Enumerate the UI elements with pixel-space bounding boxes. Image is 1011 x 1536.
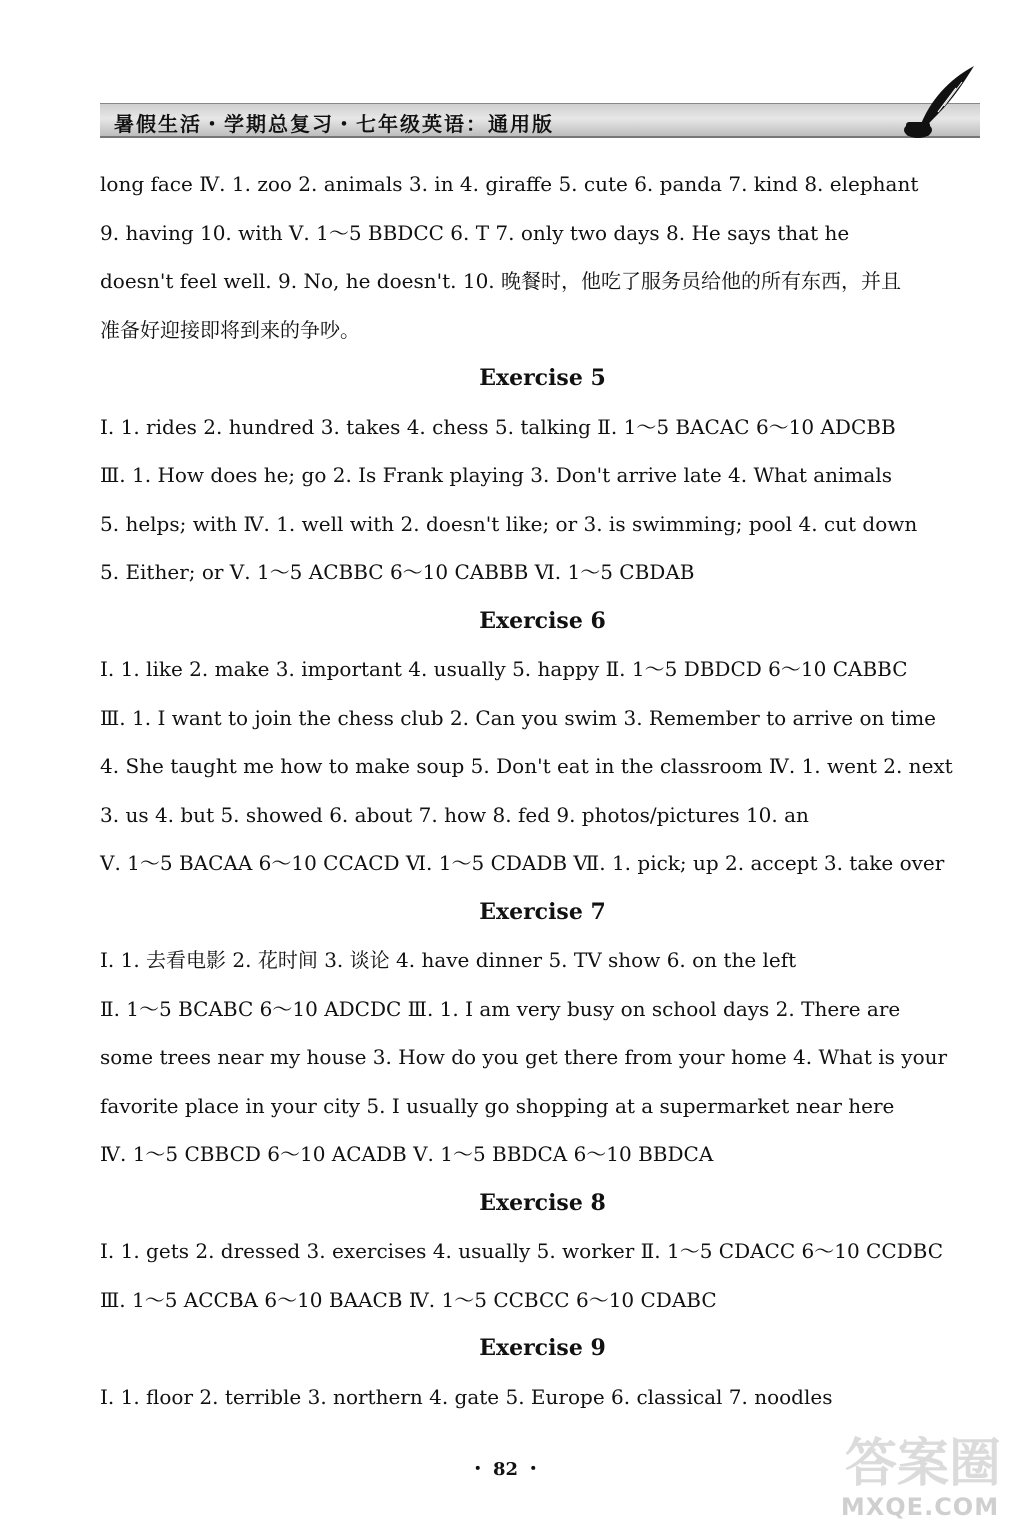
answer-line: Ⅰ. 1. like 2. make 3. important 4. usually 5. happy Ⅱ. 1～5 DBDCD 6～10 CABBC: [100, 657, 908, 681]
watermark-logo-text: 答案圈: [844, 1434, 1001, 1494]
watermark-logo: [830, 1415, 1010, 1530]
exercise-title: Exercise 5: [479, 365, 606, 391]
exercise-title: Exercise 6: [479, 607, 606, 634]
answer-line: doesn't feel well. 9. No, he doesn't. 10. 晚餐时，他吃了服务员给他的所有东西，并且: [100, 269, 902, 293]
answer-line: 9. having 10. with Ⅴ. 1～5 BBDCC 6. T 7. only two days 8. He says that he: [100, 220, 850, 245]
answer-line: Ⅳ. 1～5 CBBCD 6～10 ACADB Ⅴ. 1～5 BBDCA 6～10 BBDCA: [100, 1142, 714, 1166]
answer-line: 5. helps; with Ⅳ. 1. well with 2. doesn't like; or 3. is swimming; pool 4. cut down: [100, 511, 918, 536]
running-header: [100, 103, 980, 138]
answer-line: 4. She taught me how to make soup 5. Don't eat in the classroom Ⅳ. 1. went 2. next: [100, 754, 953, 778]
page-number: ・ 82 ・: [468, 1459, 543, 1480]
watermark-site-text: MXQE.COM: [840, 1493, 1000, 1521]
exercise-title: Exercise 9: [479, 1335, 606, 1361]
exercise-title: Exercise 7: [479, 898, 606, 925]
answer-line: 准备好迎接即将到来的争吵。: [100, 317, 360, 342]
answer-line: some trees near my house 3. How do you get there from your home 4. What is your: [100, 1045, 948, 1069]
answer-line: Ⅱ. 1～5 BCABC 6～10 ADCDC Ⅲ. 1. I am very busy on school days 2. There are: [100, 996, 901, 1021]
answer-line: Ⅲ. 1～5 ACCBA 6～10 BAACB Ⅳ. 1～5 CCBCC 6～10 CDABC: [100, 1287, 717, 1312]
answer-line: Ⅰ. 1. gets 2. dressed 3. exercises 4. usually 5. worker Ⅱ. 1～5 CDACC 6～10 CCDBC: [100, 1239, 944, 1263]
answer-line: Ⅰ. 1. 去看电影 2. 花时间 3. 谈论 4. have dinner 5. TV show 6. on the left: [100, 948, 797, 972]
answer-content: [100, 166, 985, 1427]
quill-inkwell-icon: [898, 62, 978, 140]
answer-line: 3. us 4. but 5. showed 6. about 7. how 8. fed 9. photos/pictures 10. an: [100, 802, 809, 827]
header-title: 暑假生活・学期总复习・七年级英语：通用版: [114, 112, 554, 136]
exercise-title: Exercise 8: [479, 1189, 606, 1216]
answer-line: Ⅰ. 1. floor 2. terrible 3. northern 4. gate 5. Europe 6. classical 7. noodles: [100, 1384, 833, 1409]
answer-line: 5. Either; or Ⅴ. 1～5 ACBBC 6～10 CABBB Ⅵ. 1～5 CBDAB: [100, 560, 695, 584]
answer-line: favorite place in your city 5. I usually go shopping at a supermarket near here: [100, 1093, 895, 1118]
answer-line: Ⅴ. 1～5 BACAA 6～10 CCACD Ⅵ. 1～5 CDADB Ⅶ. 1. pick; up 2. accept 3. take over: [100, 851, 945, 875]
answer-line: Ⅰ. 1. rides 2. hundred 3. takes 4. chess 5. talking Ⅱ. 1～5 BACAC 6～10 ADCBB: [100, 414, 896, 439]
answer-line: Ⅲ. 1. I want to join the chess club 2. Can you swim 3. Remember to arrive on time: [100, 705, 937, 730]
answer-line: long face Ⅳ. 1. zoo 2. animals 3. in 4. giraffe 5. cute 6. panda 7. kind 8. elephant: [100, 172, 919, 196]
answer-line: Ⅲ. 1. How does he; go 2. Is Frank playing 3. Don't arrive late 4. What animals: [100, 463, 892, 487]
